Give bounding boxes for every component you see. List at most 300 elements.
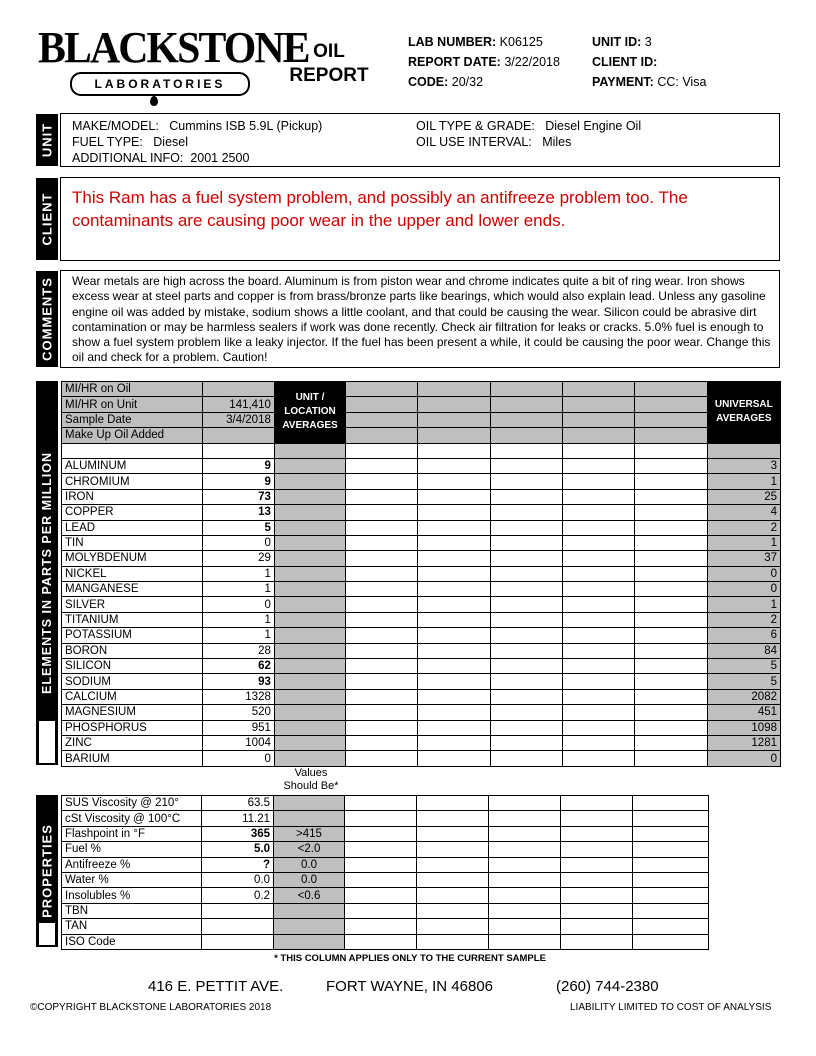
empty-cell [707,443,780,458]
empty-cell [633,872,709,887]
empty-cell [345,796,417,811]
empty-cell [417,872,489,887]
footnote: * THIS COLUMN APPLIES ONLY TO THE CURRENT SAMPLE [274,953,546,964]
property-row [62,934,709,949]
empty-cell [563,412,635,427]
empty-cell [418,689,490,704]
payment-label: PAYMENT: [592,75,654,89]
elements-table [61,381,781,767]
unit-average-cell [274,689,345,704]
property-label: Water % [62,872,202,887]
empty-cell [346,535,418,550]
property-value [202,903,274,918]
report-date-value: 3/22/2018 [504,55,560,69]
empty-cell [345,903,417,918]
property-should-be [274,796,345,811]
comments-text: Wear metals are high across the board. Aluminum is from piston wear and chrome indicates quite a bit of ring wear. Iron shows excess wear at steel parts and copper is from brass/bronze parts like bearings, which would also explain lead. Unless any gasoline engine oil was added by mistake, sodium shows a little coolant, and that could be causing the wear. Silicon could be abrasive dirt contamination or may be harmless sealers if work was done recently. Check air filtration for leaks or cracks. 5.0% fuel is enough to show a fuel system problem like a leaky injector. If the fuel has been present a while, it could be causing the poor wear. Change this oil and check for a problem. Caution! [72,274,771,365]
elements-tab-notch [39,721,55,763]
property-row [62,796,709,811]
element-label: SILICON [62,659,203,674]
empty-cell [418,489,490,504]
property-value [202,934,274,949]
empty-cell [635,674,707,689]
element-value: 0 [202,597,274,612]
empty-cell [418,659,490,674]
empty-cell [418,397,490,412]
element-value: 5 [202,520,274,535]
empty-cell [489,811,561,826]
empty-cell [563,535,635,550]
info-label: Sample Date [62,412,203,427]
empty-cell [490,474,562,489]
empty-cell [635,489,707,504]
element-value: 13 [202,505,274,520]
empty-cell [489,872,561,887]
lab-number-value: K06125 [499,35,543,49]
empty-cell [346,397,418,412]
empty-cell [417,811,489,826]
properties-section-tab [36,795,58,947]
empty-cell [346,412,418,427]
info-row [62,412,781,427]
empty-cell [633,842,709,857]
element-row [62,505,781,520]
title-line-2: REPORT [289,65,369,86]
element-label: IRON [62,489,203,504]
empty-cell [635,428,707,443]
empty-cell [561,826,633,841]
empty-cell [490,735,562,750]
empty-cell [633,888,709,903]
empty-cell [563,751,635,766]
element-value: 73 [202,489,274,504]
empty-cell [561,857,633,872]
unit-average-cell [274,489,345,504]
universal-average: 0 [707,582,780,597]
unit-left-fields [72,118,322,166]
additional-info-label: ADDITIONAL INFO: [72,151,184,165]
empty-cell [490,443,562,458]
empty-cell [418,551,490,566]
empty-cell [489,842,561,857]
empty-cell [563,397,635,412]
property-should-be [274,919,345,934]
universal-average: 6 [707,628,780,643]
empty-cell [635,628,707,643]
element-label: COPPER [62,505,203,520]
empty-cell [418,412,490,427]
unit-average-cell [274,674,345,689]
empty-cell [346,382,418,397]
unit-average-cell [274,505,345,520]
element-row [62,535,781,550]
empty-cell [490,689,562,704]
empty-cell [490,520,562,535]
empty-cell [563,582,635,597]
element-value: 520 [202,705,274,720]
universal-average: 0 [707,566,780,581]
code-value: 20/32 [451,75,484,89]
should-be-header [276,767,346,793]
empty-cell [490,566,562,581]
client-id-label: CLIENT ID: [592,55,658,69]
report-date-label: REPORT DATE: [408,55,501,69]
empty-cell [561,842,633,857]
unit-average-cell [274,659,345,674]
empty-cell [635,505,707,520]
logo-wordmark: BLACKSTONE [38,23,309,72]
element-label: TIN [62,535,203,550]
empty-cell [490,751,562,766]
empty-cell [563,458,635,473]
footer-liability: LIABILITY LIMITED TO COST OF ANALYSIS [570,1002,772,1013]
element-value: 1328 [202,689,274,704]
empty-cell [346,443,418,458]
empty-cell [417,888,489,903]
spacer-row [62,443,781,458]
property-value: 5.0 [202,842,274,857]
properties-tab-notch [39,923,55,945]
empty-cell [346,643,418,658]
universal-average: 2 [707,612,780,627]
property-label: SUS Viscosity @ 210° [62,796,202,811]
element-row [62,643,781,658]
empty-cell [635,458,707,473]
property-value: 11.21 [202,811,274,826]
property-value: 365 [202,826,274,841]
empty-cell [635,582,707,597]
empty-cell [635,612,707,627]
universal-average: 451 [707,705,780,720]
header-left-fields [408,32,560,92]
empty-cell [563,520,635,535]
property-value: 63.5 [202,796,274,811]
empty-cell [490,551,562,566]
property-row [62,842,709,857]
property-row [62,857,709,872]
comments-section-label: COMMENTS [39,277,55,361]
empty-cell [633,811,709,826]
element-row [62,689,781,704]
elements-section-tab [36,381,58,765]
empty-cell [489,934,561,949]
client-message: This Ram has a fuel system problem, and possibly an antifreeze problem too. The contaminants are causing poor wear in the upper and lower ends. [72,188,688,230]
empty-cell [490,412,562,427]
property-label: Insolubles % [62,888,202,903]
empty-cell [635,397,707,412]
element-label: MAGNESIUM [62,705,203,720]
empty-cell [346,689,418,704]
property-label: Flashpoint in °F [62,826,202,841]
element-row [62,751,781,766]
empty-cell [346,428,418,443]
empty-cell [417,796,489,811]
empty-cell [633,857,709,872]
element-row [62,551,781,566]
property-should-be: <0.6 [274,888,345,903]
element-label: BORON [62,643,203,658]
empty-cell [346,705,418,720]
property-should-be [274,903,345,918]
unit-average-cell [274,735,345,750]
element-label: CALCIUM [62,689,203,704]
empty-cell [62,443,203,458]
footer-phone: (260) 744-2380 [556,978,659,995]
oil-drop-icon [150,96,158,106]
empty-cell [490,397,562,412]
empty-cell [417,826,489,841]
unit-id-label: UNIT ID: [592,35,642,49]
empty-cell [345,919,417,934]
empty-cell [417,857,489,872]
empty-cell [563,489,635,504]
element-row [62,489,781,504]
element-value: 62 [202,659,274,674]
element-value: 9 [202,458,274,473]
empty-cell [418,674,490,689]
universal-average: 37 [707,551,780,566]
universal-average: 1 [707,474,780,489]
empty-cell [489,903,561,918]
property-row [62,826,709,841]
empty-cell [346,597,418,612]
element-row [62,674,781,689]
empty-cell [490,720,562,735]
property-label: Fuel % [62,842,202,857]
empty-cell [418,735,490,750]
empty-cell [418,428,490,443]
empty-cell [490,489,562,504]
empty-cell [635,705,707,720]
empty-cell [489,826,561,841]
empty-cell [418,458,490,473]
empty-cell [418,566,490,581]
property-should-be: 0.0 [274,872,345,887]
element-row [62,474,781,489]
element-label: NICKEL [62,566,203,581]
empty-cell [345,826,417,841]
empty-cell [563,612,635,627]
universal-average: 84 [707,643,780,658]
empty-cell [561,888,633,903]
empty-cell [635,597,707,612]
additional-info-value: 2001 2500 [190,151,250,165]
property-should-be [274,934,345,949]
element-label: MANGANESE [62,582,203,597]
empty-cell [490,428,562,443]
unit-average-cell [274,597,345,612]
empty-cell [635,443,707,458]
empty-cell [563,674,635,689]
info-row [62,382,781,397]
property-should-be: 0.0 [274,857,345,872]
title-line-1: OIL [313,41,345,62]
property-row [62,903,709,918]
element-label: LEAD [62,520,203,535]
empty-cell [633,903,709,918]
unit-average-cell [274,643,345,658]
universal-average: 1 [707,535,780,550]
empty-cell [563,566,635,581]
unit-average-cell [274,474,345,489]
fuel-type-value: Diesel [153,135,189,149]
empty-cell [490,458,562,473]
oil-use-label: OIL USE INTERVAL: [416,135,532,149]
unit-right-fields [416,118,641,150]
empty-cell [563,659,635,674]
unit-average-cell [274,612,345,627]
property-should-be [274,811,345,826]
property-row [62,811,709,826]
empty-cell [490,612,562,627]
element-label: ALUMINUM [62,458,203,473]
empty-cell [635,520,707,535]
oil-use-value: Miles [542,135,572,149]
unit-average-cell [274,582,345,597]
property-label: Antifreeze % [62,857,202,872]
unit-id-value: 3 [644,35,652,49]
universal-average: 1098 [707,720,780,735]
client-section-label: CLIENT [39,192,55,246]
empty-cell [418,474,490,489]
empty-cell [418,628,490,643]
client-section-tab [36,178,58,260]
unit-average-cell [274,566,345,581]
empty-cell [346,505,418,520]
empty-cell [345,888,417,903]
info-label: MI/HR on Unit [62,397,203,412]
empty-cell [561,903,633,918]
empty-cell [274,443,345,458]
empty-cell [563,443,635,458]
element-value: 9 [202,474,274,489]
empty-cell [635,735,707,750]
logo-subtitle: LABORATORIES [70,72,250,96]
element-value: 93 [202,674,274,689]
empty-cell [635,551,707,566]
info-value [202,382,274,397]
empty-cell [563,382,635,397]
unit-section-label: UNIT [39,122,55,158]
empty-cell [633,919,709,934]
empty-cell [346,582,418,597]
empty-cell [490,674,562,689]
property-label: cSt Viscosity @ 100°C [62,811,202,826]
empty-cell [563,505,635,520]
empty-cell [418,720,490,735]
property-row [62,919,709,934]
element-row [62,582,781,597]
empty-cell [489,857,561,872]
property-label: ISO Code [62,934,202,949]
empty-cell [418,505,490,520]
unit-average-cell [274,458,345,473]
universal-average: 5 [707,674,780,689]
property-value [202,919,274,934]
element-label: PHOSPHORUS [62,720,203,735]
header-right-fields [592,32,706,92]
empty-cell [418,612,490,627]
empty-cell [417,842,489,857]
universal-average: 2 [707,520,780,535]
property-value: ? [202,857,274,872]
empty-cell [345,842,417,857]
empty-cell [635,474,707,489]
element-value: 1004 [202,735,274,750]
empty-cell [418,751,490,766]
empty-cell [635,720,707,735]
empty-cell [418,520,490,535]
empty-cell [635,535,707,550]
empty-cell [635,382,707,397]
empty-cell [345,811,417,826]
empty-cell [345,857,417,872]
empty-cell [563,474,635,489]
empty-cell [490,628,562,643]
empty-cell [633,934,709,949]
empty-cell [346,659,418,674]
empty-cell [561,796,633,811]
fuel-type-label: FUEL TYPE: [72,135,143,149]
element-value: 1 [202,612,274,627]
element-label: POTASSIUM [62,628,203,643]
element-value: 1 [202,628,274,643]
element-row [62,566,781,581]
oil-type-value: Diesel Engine Oil [545,119,642,133]
unit-average-cell [274,535,345,550]
empty-cell [490,535,562,550]
empty-cell [346,489,418,504]
empty-cell [418,443,490,458]
footer-city: FORT WAYNE, IN 46806 [326,978,493,995]
empty-cell [635,643,707,658]
make-model-label: MAKE/MODEL: [72,119,159,133]
universal-average: 1 [707,597,780,612]
empty-cell [346,520,418,535]
lab-number-label: LAB NUMBER: [408,35,497,49]
universal-header: UNIVERSAL AVERAGES [707,382,780,444]
empty-cell [563,705,635,720]
empty-cell [561,934,633,949]
empty-cell [417,934,489,949]
empty-cell [635,751,707,766]
comments-section-tab [36,271,58,367]
universal-average: 5 [707,659,780,674]
empty-cell [490,582,562,597]
empty-cell [418,643,490,658]
empty-cell [563,720,635,735]
element-row [62,597,781,612]
empty-cell [561,872,633,887]
empty-cell [489,919,561,934]
empty-cell [418,382,490,397]
empty-cell [490,382,562,397]
empty-cell [490,597,562,612]
empty-cell [563,643,635,658]
report-title [282,40,376,88]
empty-cell [418,535,490,550]
oil-type-label: OIL TYPE & GRADE: [416,119,535,133]
make-model-value: Cummins ISB 5.9L (Pickup) [169,119,323,133]
element-label: CHROMIUM [62,474,203,489]
empty-cell [563,597,635,612]
blackstone-logo [36,23,309,108]
element-label: TITANIUM [62,612,203,627]
unit-average-cell [274,628,345,643]
empty-cell [490,705,562,720]
info-row [62,428,781,443]
property-should-be: <2.0 [274,842,345,857]
